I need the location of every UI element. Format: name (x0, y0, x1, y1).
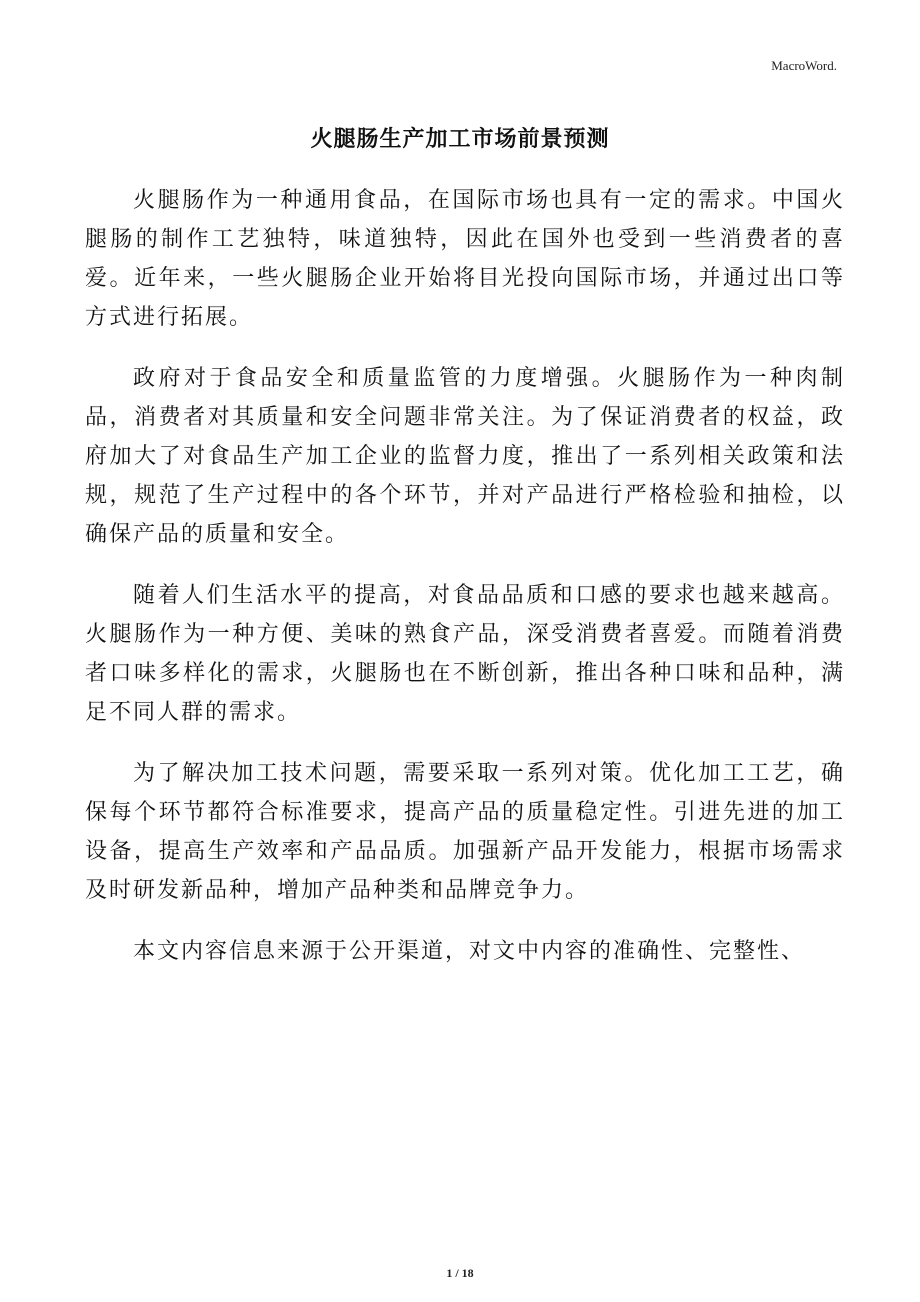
page-title: 火腿肠生产加工市场前景预测 (310, 127, 610, 152)
paragraph-5: 本文内容信息来源于公开渠道，对文中内容的准确性、完整性、 (133, 939, 806, 964)
paragraph-1: 火腿肠作为一种通用食品，在国际市场也具有一定的需求。中国火腿肠的制作工艺独特，味道独特，因此在国外也受到一些消费者的喜爱。近年来，一些火腿肠企业开始将目光投向国际市场，并通过出口等方式进行拓展。 (85, 188, 845, 330)
document-body (85, 181, 845, 993)
paragraph-4: 为了解决加工技术问题，需要采取一系列对策。优化加工工艺，确保每个环节都符合标准要求，提高产品的质量稳定性。引进先进的加工设备，提高生产效率和产品品质。加强新产品开发能力，根据市场需求及时研发新品种，增加产品种类和品牌竞争力。 (85, 761, 845, 903)
paragraph-3: 随着人们生活水平的提高，对食品品质和口感的要求也越来越高。火腿肠作为一种方便、美味的熟食产品，深受消费者喜爱。而随着消费者口味多样化的需求，火腿肠也在不断创新，推出各种口味和品种，满足不同人群的需求。 (85, 583, 845, 725)
paragraph-2: 政府对于食品安全和质量监管的力度增强。火腿肠作为一种肉制品，消费者对其质量和安全问题非常关注。为了保证消费者的权益，政府加大了对食品生产加工企业的监督力度，推出了一系列相关政策和法规，规范了生产过程中的各个环节，并对产品进行严格检验和抽检，以确保产品的质量和安全。 (85, 366, 845, 547)
header-brand: MacroWord. (771, 58, 837, 73)
page-number: 1 / 18 (446, 1266, 474, 1280)
